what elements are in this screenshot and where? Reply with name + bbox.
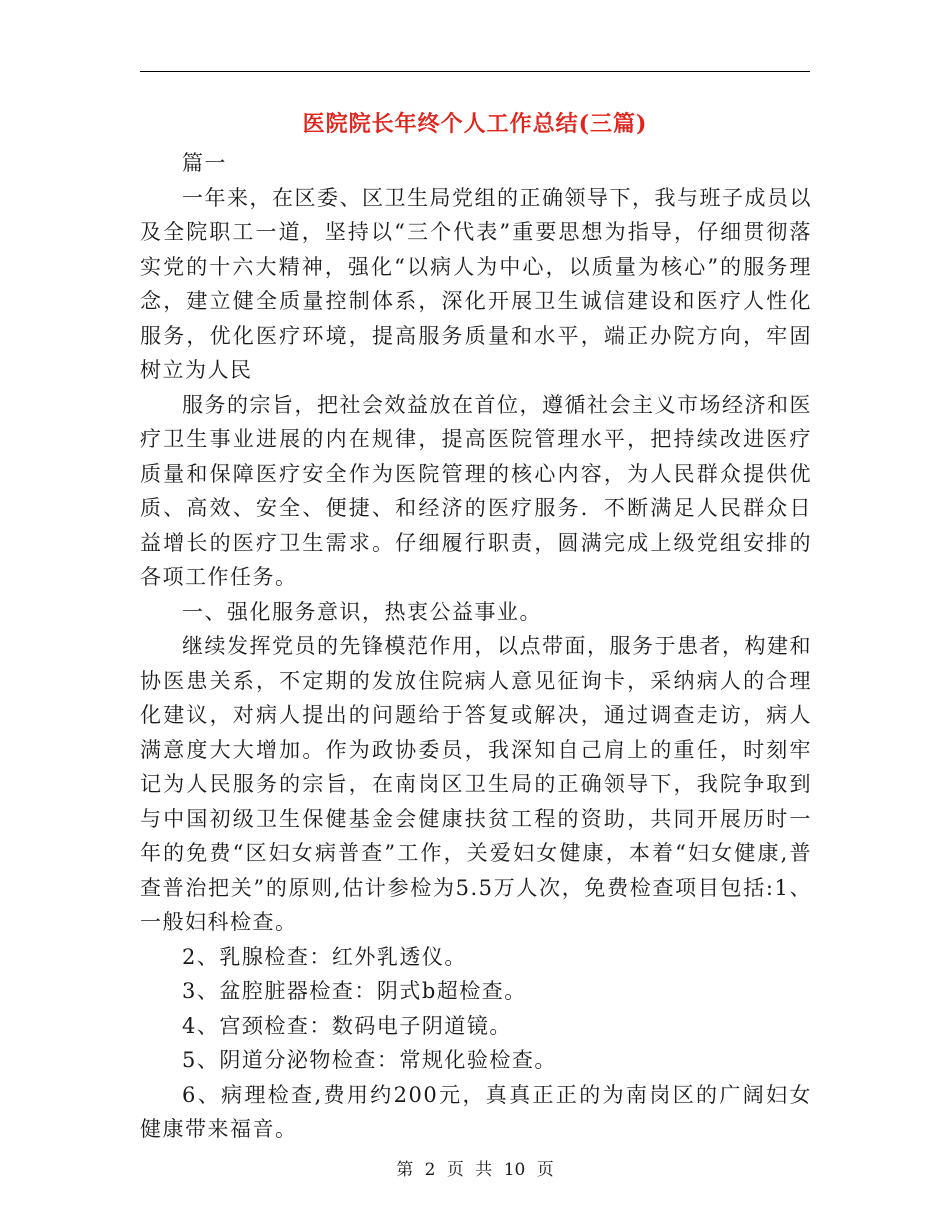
list-item: 2、乳腺检查：红外乳透仪。: [182, 944, 467, 969]
document-body: [140, 146, 812, 1147]
body-paragraph: 继续发挥党员的先锋模范作用，以点带面，服务于患者，构建和协医患关系，不定期的发放住院病人意见征询卡，采纳病人的合理化建议，对病人提出的问题给于答复或解决，通过调查走访，病人满意度大大增加。作为政协委员，我深知自己肩上的重任，时刻牢记为人民服务的宗旨，在南岗区卫生局的正确领导下，我院争取到与中国初级卫生保健基金会健康扶贫工程的资助，共同开展历时一年的免费“区妇女病普查”工作，关爱妇女健康，本着“妇女健康,普查普治把关”的原则,估计参检为5.5万人次，免费检查项目包括:1、一般妇科检查。: [140, 634, 812, 934]
page-number: 第 2 页 共 10 页: [396, 1160, 554, 1180]
body-paragraph: 服务的宗旨，把社会效益放在首位，遵循社会主义市场经济和医疗卫生事业进展的内在规律，提高医院管理水平，把持续改进医疗质量和保障医疗安全作为医院管理的核心内容，为人民群众提供优质、高效、安全、便捷、和经济的医疗服务．不断满足人民群众日益增长的医疗卫生需求。仔细履行职责，圆满完成上级党组安排的各项工作任务。: [140, 392, 812, 589]
section-heading: 篇一: [182, 151, 227, 175]
list-item: 4、宫颈检查：数码电子阴道镜。: [182, 1013, 512, 1038]
list-item: 6、病理检查,费用约200元，真真正正的为南岗区的广阔妇女健康带来福音。: [140, 1082, 812, 1141]
header-rule: [140, 71, 810, 72]
list-item: 5、阴道分泌物检查：常规化验检查。: [182, 1048, 557, 1072]
document-title: 医院院长年终个人工作总结(三篇): [302, 111, 648, 137]
subsection-heading: 一、强化服务意识，热衷公益事业。: [182, 599, 542, 624]
body-paragraph: 一年来，在区委、区卫生局党组的正确领导下，我与班子成员以及全院职工一道，坚持以“三个代表”重要思想为指导，仔细贯彻落实党的十六大精神，强化“以病人为中心，以质量为核心”的服务理念，建立健全质量控制体系，深化开展卫生诚信建设和医疗人性化服务，优化医疗环境，提高服务质量和水平，端正办院方向，牢固树立为人民: [140, 185, 812, 382]
list-item: 3、盆腔脏器检查：阴式b超检查。: [182, 979, 527, 1003]
